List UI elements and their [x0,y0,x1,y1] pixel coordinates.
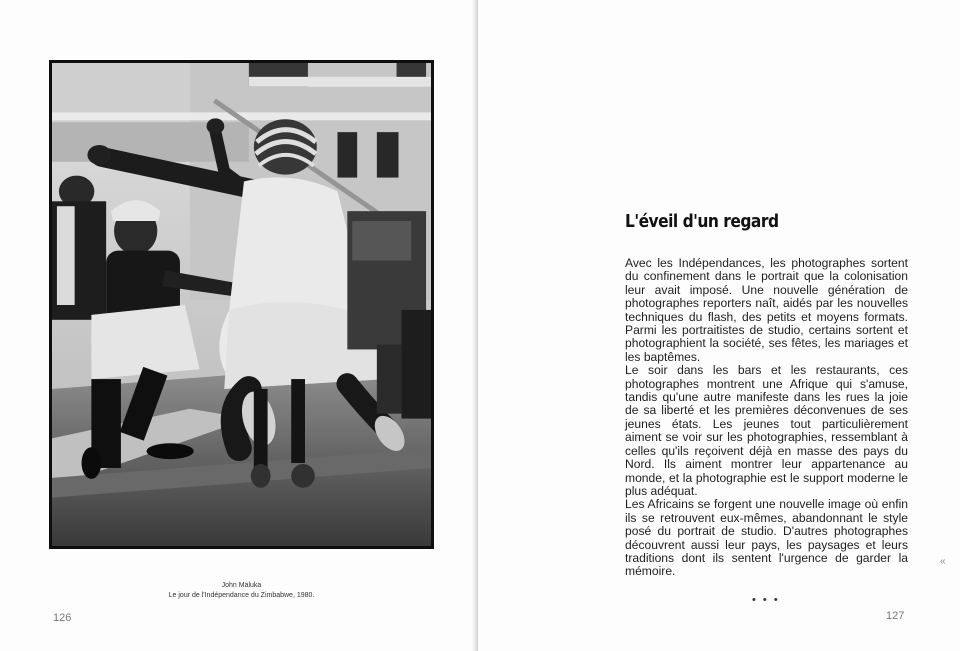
chapter-title: L'éveil d'un regard [625,211,779,232]
page-number-right: 127 [886,610,905,622]
left-page [0,0,478,651]
edge-mark: « [940,556,946,567]
photo-credit: John Maluka [221,582,262,589]
page-number-left: 126 [53,612,72,624]
paragraph-2: Le soir dans les bars et les restaurants, ces photographes montrent une Afrique qui s'amuse, tandis qu'une autre manifeste dans les rues la joie de sa liberté et les premières déconvenues de ses jeunes états. Les jeunes tout particulièrement aiment se voir sur les photographies, ressemblant à celles qu'ils reçoivent déjà en masse des pays du Nord. Ils aiment montrer leur appartenance au monde, et la photographie est le support moderne le plus adéquat. [625,363,908,498]
paragraph-3: Les Africains se forgent une nouvelle image où enfin ils se retrouvent eux-mêmes, abandonnant le style posé du portrait de studio. D'autres photographes découvrent aussi leur pays, les paysages et leurs traditions dont ils sentent l'urgence de garder la mémoire. [625,497,908,579]
body-text [625,257,908,579]
photo-caption [49,581,434,601]
photograph [49,60,434,549]
photo-icon [52,63,431,546]
section-separator: • • • [752,594,780,606]
photo-caption-text: Le jour de l'Indépendance du Zimbabwe, 1980. [168,592,315,599]
paragraph-1: Avec les Indépendances, les photographes sortent du confinement dans le portrait que la colonisation leur avait imposé. Une nouvelle génération de photographes reporters naît, aidés par les nouvelles techniques du flash, des petits et moyens formats. Parmi les portraitistes de studio, certains sortent et photographient la société, ses fêtes, les mariages et les baptêmes. [625,256,908,364]
